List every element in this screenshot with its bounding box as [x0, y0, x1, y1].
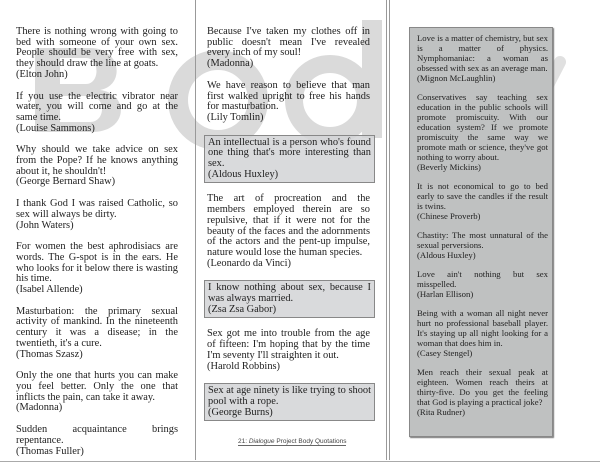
quote-block: [204, 383, 375, 421]
quote-author: (Aldous Huxley): [208, 168, 279, 180]
quote-text: It is not economical to go to bed early to save the candles if the result is twins.: [417, 181, 548, 211]
quote-block: [207, 194, 370, 269]
quote-text: Sex got me into trouble from the age of fifteen: I'm hoping that by the time I'm seventy I'll straighten it out.: [207, 328, 370, 361]
quote-author: (Beverly Mickins): [417, 162, 481, 172]
quote-text: Conservatives say teaching sex education in the public schools will promote promiscuity. With our education system? If we promote promiscuity the same way we promote math or science, they've got nothing to worry about.: [417, 92, 548, 162]
quote-text: Love ain't nothing but sex misspelled.: [417, 269, 548, 289]
quote-text: Why should we take advice on sex from the Pope? If he knows anything about it, he shouldn't!: [16, 144, 178, 177]
page-number: 21:: [238, 438, 248, 445]
quotes-column-1: [16, 27, 178, 468]
quote-text: Being with a woman all night never hurt no professional baseball player. It's staying up all night looking for a woman that does him in.: [417, 308, 548, 348]
quote-author: (Elton John): [16, 68, 68, 80]
quote-block: [16, 27, 178, 81]
quote-block: [16, 425, 178, 457]
quote-text: I know nothing about sex, because I was always married.: [208, 282, 371, 305]
quote-text: Masturbation: the primary sexual activity of mankind. In the nineteenth century it was a disease; in the twentieth, it's a cure.: [16, 305, 178, 349]
quote-text: If you use the electric vibrator near water, you will come and go at the same time.: [16, 90, 178, 123]
quote-text: Chastity: The most unnatural of the sexual perversions.: [417, 230, 548, 250]
quote-block: [207, 81, 370, 124]
quote-text: For women the best aphrodisiacs are words. The G-spot is in the ears. He who looks for it below there is wasting his time.: [16, 241, 178, 285]
quote-author: (Madonna): [16, 402, 63, 414]
quote-block: [417, 33, 548, 83]
quote-block: [207, 329, 370, 372]
quote-text: Because I've taken my clothes off in public doesn't mean I've revealed every inch of my soul!: [207, 26, 370, 59]
quote-text: Men reach their sexual peak at eighteen. Women reach theirs at thirty-five. Do you get the feeling that God is playing a practical joke?: [417, 367, 548, 407]
column-divider: [195, 0, 196, 460]
quote-author: (Thomas Szasz): [16, 348, 83, 360]
quote-author: (Zsa Zsa Gabor): [208, 303, 277, 315]
quote-author: (John Waters): [16, 219, 74, 231]
quote-block: [204, 280, 375, 318]
quote-block: [16, 199, 178, 231]
quote-block: [16, 307, 178, 361]
quote-author: (George Burns): [208, 406, 273, 418]
column-divider: [389, 0, 390, 460]
quote-author: (Harold Robbins): [207, 360, 281, 372]
quote-author: (Louise Sammons): [16, 122, 95, 134]
quote-text: The art of procreation and the members employed therein are so repulsive, that if it were not for the beauty of the faces and the adornments of the actors and the pent-up impulse, nature would lose the human species.: [207, 193, 370, 258]
quote-text: Sudden acquaintance brings repentance.: [16, 424, 178, 446]
quote-author: (Mignon McLaughlin): [417, 73, 496, 83]
quote-block: [16, 145, 178, 188]
page-footer: [238, 438, 346, 446]
quote-author: (Madonna): [207, 58, 254, 70]
quote-block: [417, 92, 548, 172]
column-divider: [386, 0, 387, 460]
quote-author: (Isabel Allende): [16, 284, 83, 296]
quote-author: (Rita Rudner): [417, 407, 466, 417]
quote-block: [417, 367, 548, 417]
quote-author: (Aldous Huxley): [417, 250, 476, 260]
quote-block: [207, 27, 370, 70]
quote-text: There is nothing wrong with going to bed with someone of your own sex. People should be very free with sex, they should draw the line at goats.: [16, 26, 178, 70]
quote-block: [16, 92, 178, 135]
quote-author: (George Bernard Shaw): [16, 176, 116, 188]
quote-block: [16, 371, 178, 414]
quote-block: [204, 135, 375, 184]
quote-author: (Harlan Ellison): [417, 289, 474, 299]
quote-author: (Casey Stengel): [417, 348, 473, 358]
quote-text: Only the one that hurts you can make you feel better. Only the one that inflicts the pain, can take it away.: [16, 370, 178, 403]
footer-title: Project Body Quotations: [276, 438, 347, 445]
quote-text: Sex at age ninety is like trying to shoot pool with a rope.: [208, 385, 371, 407]
quote-text: An intellectual is a person who's found one thing that's more interesting than sex.: [208, 136, 371, 170]
quote-block: [417, 308, 548, 358]
quote-block: [417, 269, 548, 299]
quote-author: (Chinese Proverb): [417, 211, 481, 221]
quotes-column-2: [207, 27, 370, 432]
quote-text: Love is a matter of chemistry, but sex is a matter of physics. Nymphomaniac: a woman as obsessed with sex as an average man.: [417, 33, 548, 73]
quote-block: [417, 181, 548, 221]
quote-author: (Lily Tomlin): [207, 111, 264, 123]
quote-author: (Leonardo da Vinci): [207, 257, 292, 269]
quote-block: [417, 230, 548, 260]
quote-text: We have reason to believe that man first walked upright to free his hands for masturbation.: [207, 79, 370, 113]
quote-author: (Thomas Fuller): [16, 445, 84, 457]
quote-text: I thank God I was raised Catholic, so sex will always be dirty.: [16, 198, 178, 220]
quotes-sidebar-panel: [409, 27, 553, 437]
quote-block: [16, 242, 178, 296]
publication-name: Dialogue: [248, 438, 275, 445]
